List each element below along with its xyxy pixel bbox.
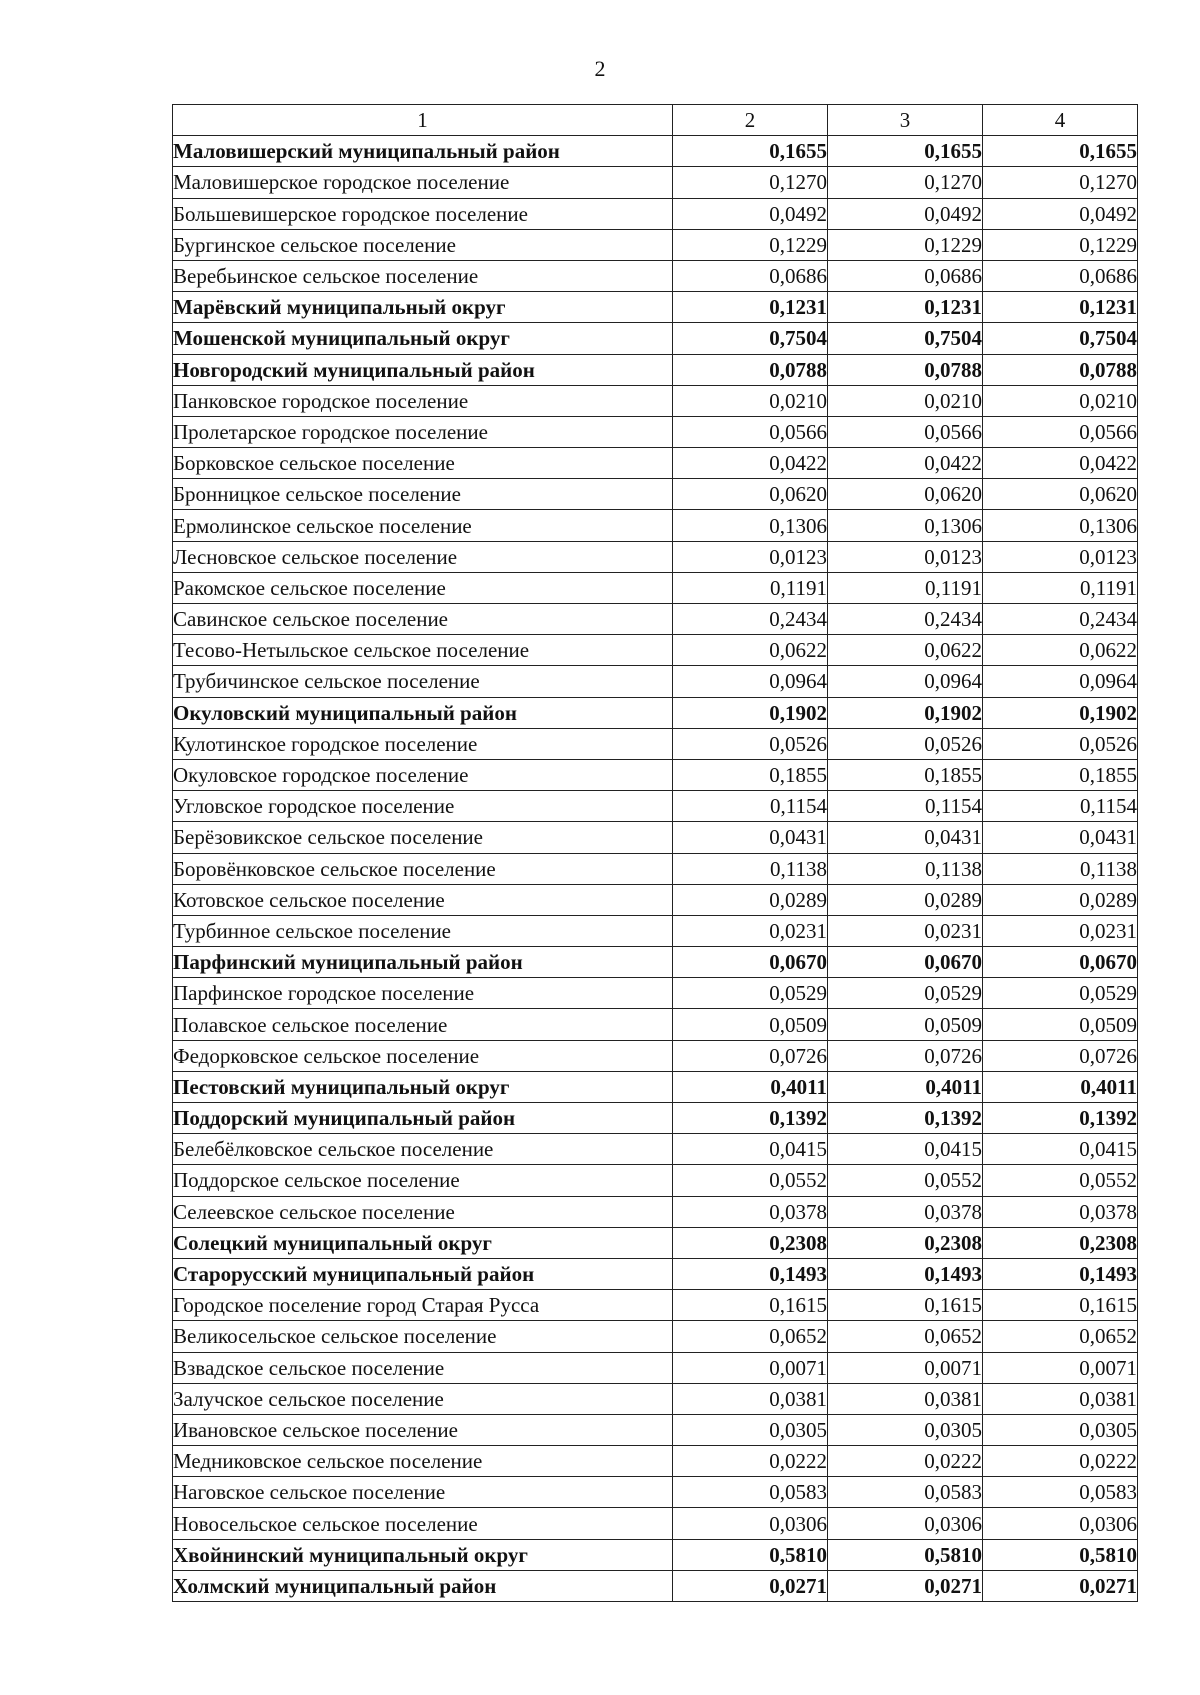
row-value-col-2: 0,0210 [673,385,828,416]
table-row [173,1446,1138,1477]
table-row [173,510,1138,541]
row-value-col-4: 0,1493 [983,1258,1138,1289]
row-value-col-2: 0,0415 [673,1134,828,1165]
table-row [173,1165,1138,1196]
row-value-col-3: 0,0231 [828,915,983,946]
row-value-col-3: 0,0378 [828,1196,983,1227]
row-value-col-4: 0,1270 [983,167,1138,198]
row-value-col-3: 0,0071 [828,1352,983,1383]
row-value-col-4: 0,0381 [983,1383,1138,1414]
table-row [173,541,1138,572]
row-value-col-3: 0,5810 [828,1539,983,1570]
row-value-col-3: 0,4011 [828,1071,983,1102]
row-name-cell: Холмский муниципальный район [173,1570,673,1601]
row-name-cell: Медниковское сельское поселение [173,1446,673,1477]
table-row [173,728,1138,759]
table-row-district [173,136,1138,167]
row-name-cell: Хвойнинский муниципальный округ [173,1539,673,1570]
row-value-col-4: 0,0583 [983,1477,1138,1508]
row-value-col-2: 0,1231 [673,292,828,323]
table-row [173,884,1138,915]
row-value-col-2: 0,0552 [673,1165,828,1196]
row-value-col-3: 0,0686 [828,260,983,291]
row-value-col-3: 0,0620 [828,479,983,510]
row-name-cell: Панковское городское поселение [173,385,673,416]
row-value-col-4: 0,1154 [983,791,1138,822]
table-row [173,1290,1138,1321]
row-value-col-4: 0,0378 [983,1196,1138,1227]
row-value-col-2: 0,5810 [673,1539,828,1570]
table-row [173,572,1138,603]
row-value-col-3: 0,1392 [828,1103,983,1134]
row-name-cell: Лесновское сельское поселение [173,541,673,572]
row-value-col-4: 0,2434 [983,604,1138,635]
row-value-col-3: 0,1615 [828,1290,983,1321]
table-row [173,853,1138,884]
row-name-cell: Марёвский муниципальный округ [173,292,673,323]
table-row [173,1352,1138,1383]
row-name-cell: Поддорское сельское поселение [173,1165,673,1196]
row-value-col-4: 0,0492 [983,198,1138,229]
row-value-col-3: 0,0289 [828,884,983,915]
row-name-cell: Угловское городское поселение [173,791,673,822]
table-row-district [173,1103,1138,1134]
row-name-cell: Берёзовикское сельское поселение [173,822,673,853]
row-name-cell: Турбинное сельское поселение [173,915,673,946]
row-value-col-4: 0,5810 [983,1539,1138,1570]
row-value-col-4: 0,7504 [983,323,1138,354]
row-name-cell: Залучское сельское поселение [173,1383,673,1414]
table-row [173,229,1138,260]
row-value-col-2: 0,1229 [673,229,828,260]
table-row-district [173,354,1138,385]
row-value-col-4: 0,1306 [983,510,1138,541]
row-value-col-2: 0,0231 [673,915,828,946]
table-row-district [173,292,1138,323]
row-value-col-4: 0,1191 [983,572,1138,603]
row-name-cell: Бургинское сельское поселение [173,229,673,260]
row-value-col-2: 0,0222 [673,1446,828,1477]
row-value-col-4: 0,1231 [983,292,1138,323]
row-value-col-2: 0,1855 [673,759,828,790]
row-value-col-4: 0,0071 [983,1352,1138,1383]
row-value-col-4: 0,0726 [983,1040,1138,1071]
row-name-cell: Трубичинское сельское поселение [173,666,673,697]
table-row-district [173,323,1138,354]
row-value-col-3: 0,1270 [828,167,983,198]
row-value-col-4: 0,0670 [983,947,1138,978]
row-value-col-2: 0,0378 [673,1196,828,1227]
row-value-col-3: 0,0381 [828,1383,983,1414]
row-value-col-3: 0,1191 [828,572,983,603]
row-value-col-3: 0,1493 [828,1258,983,1289]
row-name-cell: Пролетарское городское поселение [173,416,673,447]
row-name-cell: Парфинский муниципальный район [173,947,673,978]
row-name-cell: Большевишерское городское поселение [173,198,673,229]
table-row [173,260,1138,291]
table-row [173,479,1138,510]
row-value-col-2: 0,0686 [673,260,828,291]
table-body [173,136,1138,1602]
row-name-cell: Мошенской муниципальный округ [173,323,673,354]
row-name-cell: Маловишерское городское поселение [173,167,673,198]
row-value-col-4: 0,0526 [983,728,1138,759]
row-value-col-4: 0,0652 [983,1321,1138,1352]
row-value-col-4: 0,0686 [983,260,1138,291]
row-name-cell: Кулотинское городское поселение [173,728,673,759]
row-value-col-2: 0,0492 [673,198,828,229]
row-value-col-3: 0,1855 [828,759,983,790]
row-name-cell: Окуловский муниципальный район [173,697,673,728]
row-value-col-4: 0,0271 [983,1570,1138,1601]
row-value-col-3: 0,0622 [828,635,983,666]
row-value-col-3: 0,0526 [828,728,983,759]
row-value-col-3: 0,0583 [828,1477,983,1508]
row-name-cell: Поддорский муниципальный район [173,1103,673,1134]
row-name-cell: Парфинское городское поселение [173,978,673,1009]
row-name-cell: Новгородский муниципальный район [173,354,673,385]
row-value-col-2: 0,0964 [673,666,828,697]
row-value-col-3: 0,1306 [828,510,983,541]
row-value-col-2: 0,0123 [673,541,828,572]
row-name-cell: Полавское сельское поселение [173,1009,673,1040]
table-row-district [173,1227,1138,1258]
table-row-district [173,1570,1138,1601]
row-value-col-3: 0,2434 [828,604,983,635]
row-value-col-4: 0,0788 [983,354,1138,385]
row-value-col-4: 0,1655 [983,136,1138,167]
row-value-col-3: 0,2308 [828,1227,983,1258]
row-value-col-2: 0,0271 [673,1570,828,1601]
row-value-col-2: 0,0529 [673,978,828,1009]
row-value-col-2: 0,1270 [673,167,828,198]
row-value-col-4: 0,1229 [983,229,1138,260]
row-value-col-4: 0,1392 [983,1103,1138,1134]
table-row-district [173,947,1138,978]
row-value-col-4: 0,0305 [983,1414,1138,1445]
row-value-col-4: 0,0123 [983,541,1138,572]
row-value-col-2: 0,2308 [673,1227,828,1258]
row-value-col-2: 0,0306 [673,1508,828,1539]
row-name-cell: Федорковское сельское поселение [173,1040,673,1071]
row-value-col-3: 0,0415 [828,1134,983,1165]
row-value-col-4: 0,0529 [983,978,1138,1009]
row-value-col-2: 0,0652 [673,1321,828,1352]
table-row [173,635,1138,666]
row-value-col-4: 0,0620 [983,479,1138,510]
row-value-col-3: 0,0422 [828,448,983,479]
row-name-cell: Великосельское сельское поселение [173,1321,673,1352]
row-value-col-3: 0,0509 [828,1009,983,1040]
row-name-cell: Боровёнковское сельское поселение [173,853,673,884]
row-value-col-4: 0,1138 [983,853,1138,884]
row-value-col-3: 0,0305 [828,1414,983,1445]
table-row [173,1321,1138,1352]
row-value-col-2: 0,1154 [673,791,828,822]
row-name-cell: Наговское сельское поселение [173,1477,673,1508]
row-value-col-2: 0,0431 [673,822,828,853]
table-row [173,822,1138,853]
row-value-col-2: 0,0381 [673,1383,828,1414]
table-row [173,978,1138,1009]
row-name-cell: Городское поселение город Старая Русса [173,1290,673,1321]
table-row [173,1383,1138,1414]
row-value-col-3: 0,0552 [828,1165,983,1196]
row-value-col-3: 0,0726 [828,1040,983,1071]
table-row [173,385,1138,416]
header-row [173,105,1138,136]
row-value-col-4: 0,1902 [983,697,1138,728]
row-value-col-4: 0,1615 [983,1290,1138,1321]
row-name-cell: Маловишерский муниципальный район [173,136,673,167]
row-value-col-4: 0,0415 [983,1134,1138,1165]
row-value-col-3: 0,0271 [828,1570,983,1601]
row-value-col-4: 0,0566 [983,416,1138,447]
row-value-col-2: 0,1493 [673,1258,828,1289]
row-value-col-2: 0,0670 [673,947,828,978]
table-row [173,167,1138,198]
row-name-cell: Селеевское сельское поселение [173,1196,673,1227]
row-name-cell: Солецкий муниципальный округ [173,1227,673,1258]
row-value-col-3: 0,1229 [828,229,983,260]
row-value-col-3: 0,1902 [828,697,983,728]
row-value-col-2: 0,1902 [673,697,828,728]
row-value-col-3: 0,0306 [828,1508,983,1539]
table-row [173,1196,1138,1227]
table-row [173,604,1138,635]
row-value-col-3: 0,1154 [828,791,983,822]
row-name-cell: Взвадское сельское поселение [173,1352,673,1383]
row-value-col-3: 0,1655 [828,136,983,167]
header-col-4: 4 [983,105,1138,136]
row-name-cell: Бронницкое сельское поселение [173,479,673,510]
row-value-col-2: 0,0583 [673,1477,828,1508]
row-value-col-2: 0,0566 [673,416,828,447]
table-row [173,1508,1138,1539]
row-name-cell: Ермолинское сельское поселение [173,510,673,541]
row-value-col-2: 0,1615 [673,1290,828,1321]
row-value-col-4: 0,4011 [983,1071,1138,1102]
table-row [173,448,1138,479]
row-value-col-2: 0,0509 [673,1009,828,1040]
row-name-cell: Савинское сельское поселение [173,604,673,635]
table-row [173,1009,1138,1040]
row-value-col-2: 0,0422 [673,448,828,479]
header-col-2: 2 [673,105,828,136]
row-value-col-4: 0,0231 [983,915,1138,946]
row-value-col-3: 0,0566 [828,416,983,447]
table-row [173,759,1138,790]
row-value-col-3: 0,7504 [828,323,983,354]
row-value-col-4: 0,0622 [983,635,1138,666]
row-name-cell: Борковское сельское поселение [173,448,673,479]
row-value-col-3: 0,0964 [828,666,983,697]
row-value-col-3: 0,1138 [828,853,983,884]
row-value-col-4: 0,0210 [983,385,1138,416]
table-row [173,198,1138,229]
row-name-cell: Белебёлковское сельское поселение [173,1134,673,1165]
table-row [173,915,1138,946]
row-value-col-4: 0,0422 [983,448,1138,479]
row-value-col-3: 0,1231 [828,292,983,323]
page-number: 2 [594,56,606,81]
row-value-col-4: 0,0431 [983,822,1138,853]
row-value-col-4: 0,2308 [983,1227,1138,1258]
row-value-col-2: 0,0726 [673,1040,828,1071]
table-row [173,666,1138,697]
row-value-col-2: 0,1655 [673,136,828,167]
table-row-district [173,1258,1138,1289]
row-value-col-2: 0,1138 [673,853,828,884]
row-value-col-3: 0,0788 [828,354,983,385]
row-value-col-2: 0,0071 [673,1352,828,1383]
row-name-cell: Котовское сельское поселение [173,884,673,915]
row-value-col-4: 0,0964 [983,666,1138,697]
row-value-col-4: 0,1855 [983,759,1138,790]
table-row-district [173,697,1138,728]
row-value-col-3: 0,0492 [828,198,983,229]
row-name-cell: Тесово-Нетыльское сельское поселение [173,635,673,666]
row-value-col-2: 0,2434 [673,604,828,635]
table-row [173,1040,1138,1071]
row-value-col-2: 0,1191 [673,572,828,603]
row-name-cell: Ивановское сельское поселение [173,1414,673,1445]
row-value-col-3: 0,0210 [828,385,983,416]
header-col-1: 1 [173,105,673,136]
row-value-col-2: 0,1392 [673,1103,828,1134]
row-value-col-4: 0,0509 [983,1009,1138,1040]
row-value-col-4: 0,0222 [983,1446,1138,1477]
row-value-col-4: 0,0552 [983,1165,1138,1196]
table-row [173,791,1138,822]
row-name-cell: Новосельское сельское поселение [173,1508,673,1539]
table-row [173,1477,1138,1508]
row-value-col-2: 0,0622 [673,635,828,666]
table-row [173,416,1138,447]
row-value-col-3: 0,0123 [828,541,983,572]
row-value-col-2: 0,0289 [673,884,828,915]
row-value-col-4: 0,0306 [983,1508,1138,1539]
row-value-col-2: 0,0620 [673,479,828,510]
row-value-col-3: 0,0529 [828,978,983,1009]
row-value-col-2: 0,0526 [673,728,828,759]
row-value-col-3: 0,0652 [828,1321,983,1352]
table-row-district [173,1539,1138,1570]
row-value-col-3: 0,0670 [828,947,983,978]
data-table [172,104,1138,1602]
row-name-cell: Окуловское городское поселение [173,759,673,790]
row-value-col-2: 0,0305 [673,1414,828,1445]
row-value-col-3: 0,0431 [828,822,983,853]
row-value-col-2: 0,7504 [673,323,828,354]
row-value-col-2: 0,4011 [673,1071,828,1102]
row-value-col-3: 0,0222 [828,1446,983,1477]
table-row-district [173,1071,1138,1102]
row-name-cell: Ракомское сельское поселение [173,572,673,603]
row-name-cell: Старорусский муниципальный район [173,1258,673,1289]
row-value-col-2: 0,1306 [673,510,828,541]
header-col-3: 3 [828,105,983,136]
row-value-col-2: 0,0788 [673,354,828,385]
row-name-cell: Пестовский муниципальный округ [173,1071,673,1102]
row-name-cell: Веребьинское сельское поселение [173,260,673,291]
row-value-col-4: 0,0289 [983,884,1138,915]
table-row [173,1414,1138,1445]
table-row [173,1134,1138,1165]
